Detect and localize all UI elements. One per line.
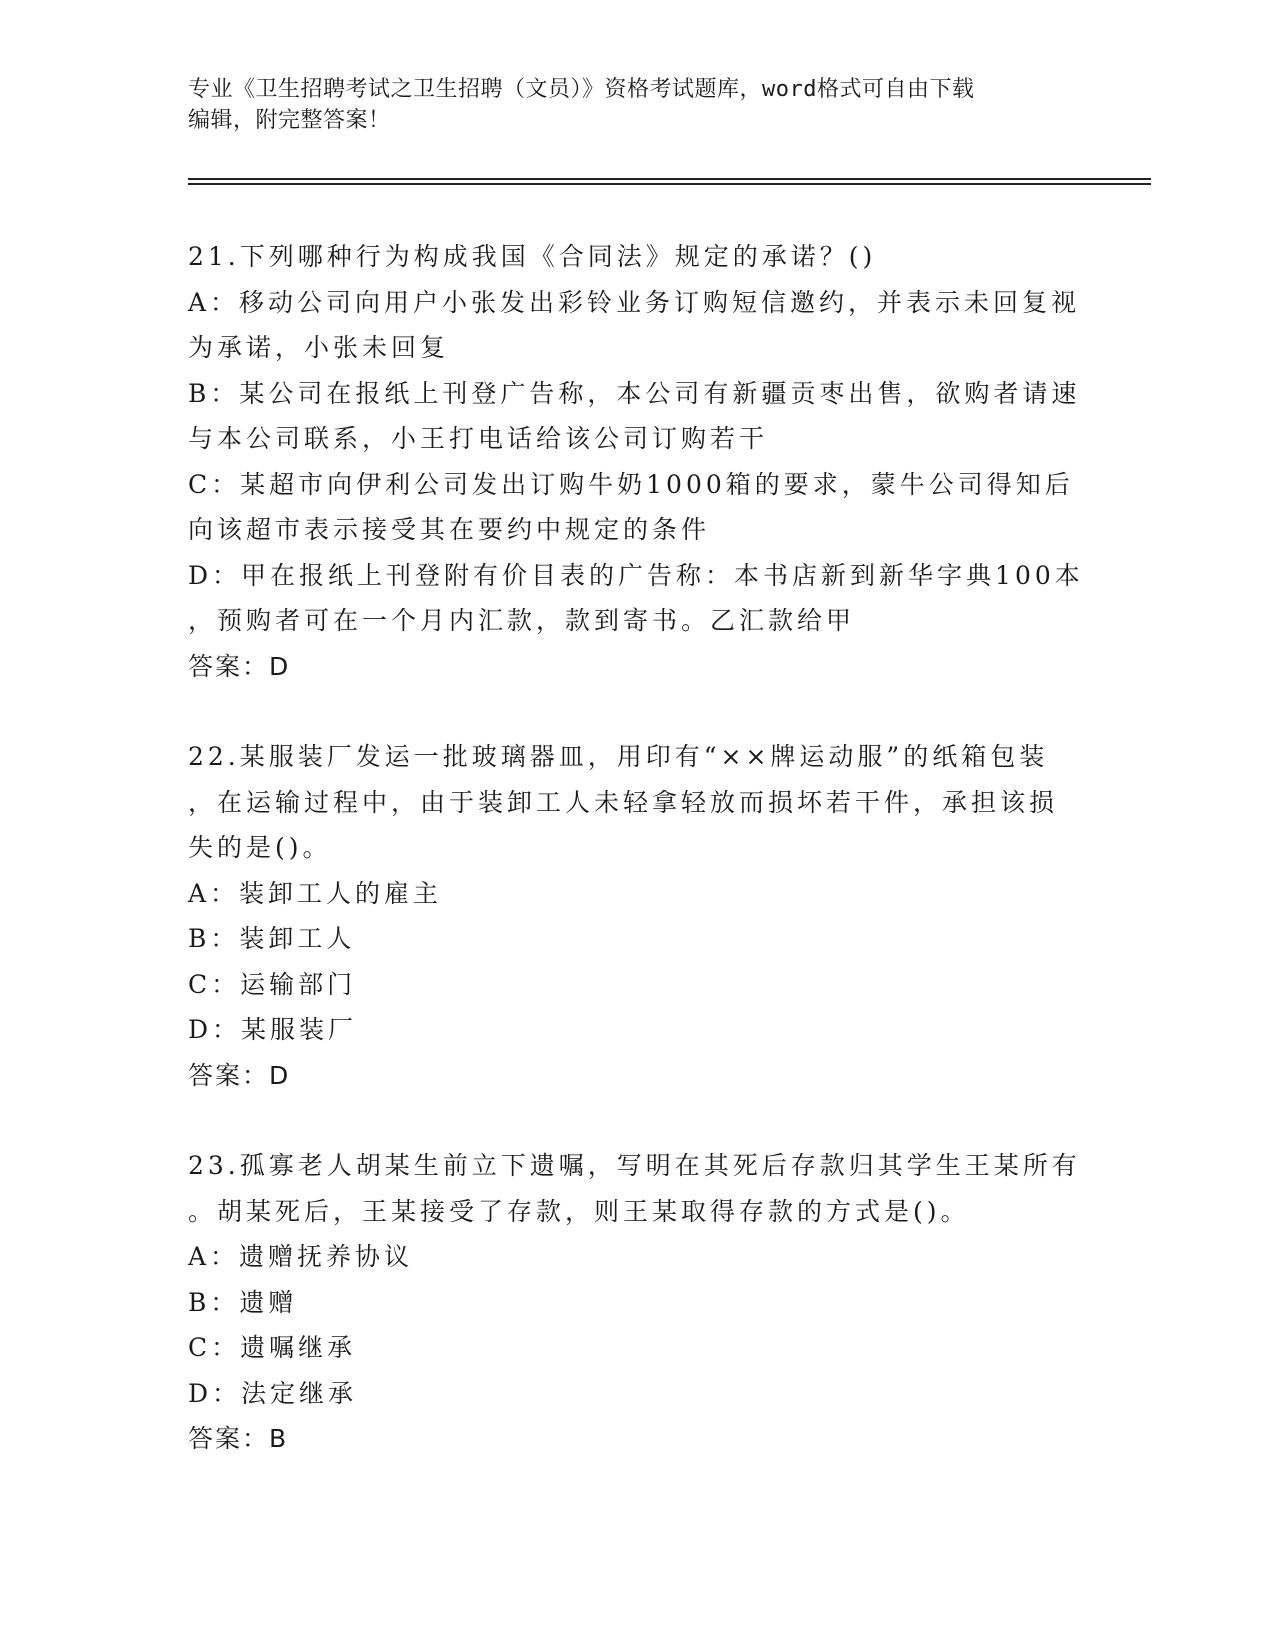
answer-option: 向该超市表示接受其在要约中规定的条件 [188, 515, 711, 544]
answer-option: A：装卸工人的雇主 [188, 878, 443, 908]
answer-option: D：法定继承 [188, 1378, 358, 1408]
answer-option: A：移动公司向用户小张发出彩铃业务订购短信邀约，并表示未回复视 [188, 287, 1081, 317]
question-block [188, 734, 1088, 1098]
question-stem: 21.下列哪种行为构成我国《合同法》规定的承诺？() [188, 242, 877, 271]
answer-option: B：遗赠 [188, 1287, 298, 1317]
header-divider [188, 178, 1151, 180]
answer-option: B：某公司在报纸上刊登广告称，本公司有新疆贡枣出售，欲购者请速 [188, 378, 1081, 408]
header-line: 编辑，附完整答案！ [188, 108, 391, 133]
question-list [188, 234, 1088, 1507]
question-stem: 失的是()。 [188, 833, 332, 862]
question-stem: 。胡某死后，王某接受了存款，则王某取得存款的方式是()。 [188, 1196, 970, 1226]
answer-key: 答案：D [188, 651, 291, 681]
question-block [188, 234, 1088, 689]
header-line: 专业《卫生招聘考试之卫生招聘（文员）》资格考试题库，word格式可自由下载 [188, 77, 975, 102]
question-block [188, 1143, 1088, 1462]
answer-option: C：某超市向伊利公司发出订购牛奶1000箱的要求，蒙牛公司得知后 [188, 469, 1074, 499]
question-stem: ，在运输过程中，由于装卸工人未轻拿轻放而损坏若干件，承担该损 [188, 787, 1059, 817]
answer-key: 答案：D [188, 1060, 291, 1090]
answer-option: ，预购者可在一个月内汇款，款到寄书。乙汇款给甲 [188, 606, 856, 635]
document-header [188, 74, 1068, 136]
answer-key: 答案：B [188, 1424, 289, 1453]
header-divider [188, 183, 1151, 185]
answer-option: A：遗赠抚养协议 [188, 1242, 414, 1271]
question-stem: 22.某服装厂发运一批玻璃器皿，用印有“××牌运动服”的纸箱包装 [188, 742, 1049, 771]
question-stem: 23.孤寡老人胡某生前立下遗嘱，写明在其死后存款归其学生王某所有 [188, 1151, 1081, 1180]
answer-option: 为承诺，小张未回复 [188, 333, 450, 362]
answer-option: C：遗嘱继承 [188, 1333, 357, 1362]
answer-option: C：运输部门 [188, 969, 357, 999]
answer-option: D：甲在报纸上刊登附有价目表的广告称：本书店新到新华字典100本 [188, 560, 1084, 590]
answer-option: D：某服装厂 [188, 1015, 358, 1044]
answer-option: 与本公司联系，小王打电话给该公司订购若干 [188, 424, 769, 453]
answer-option: B：装卸工人 [188, 924, 356, 953]
